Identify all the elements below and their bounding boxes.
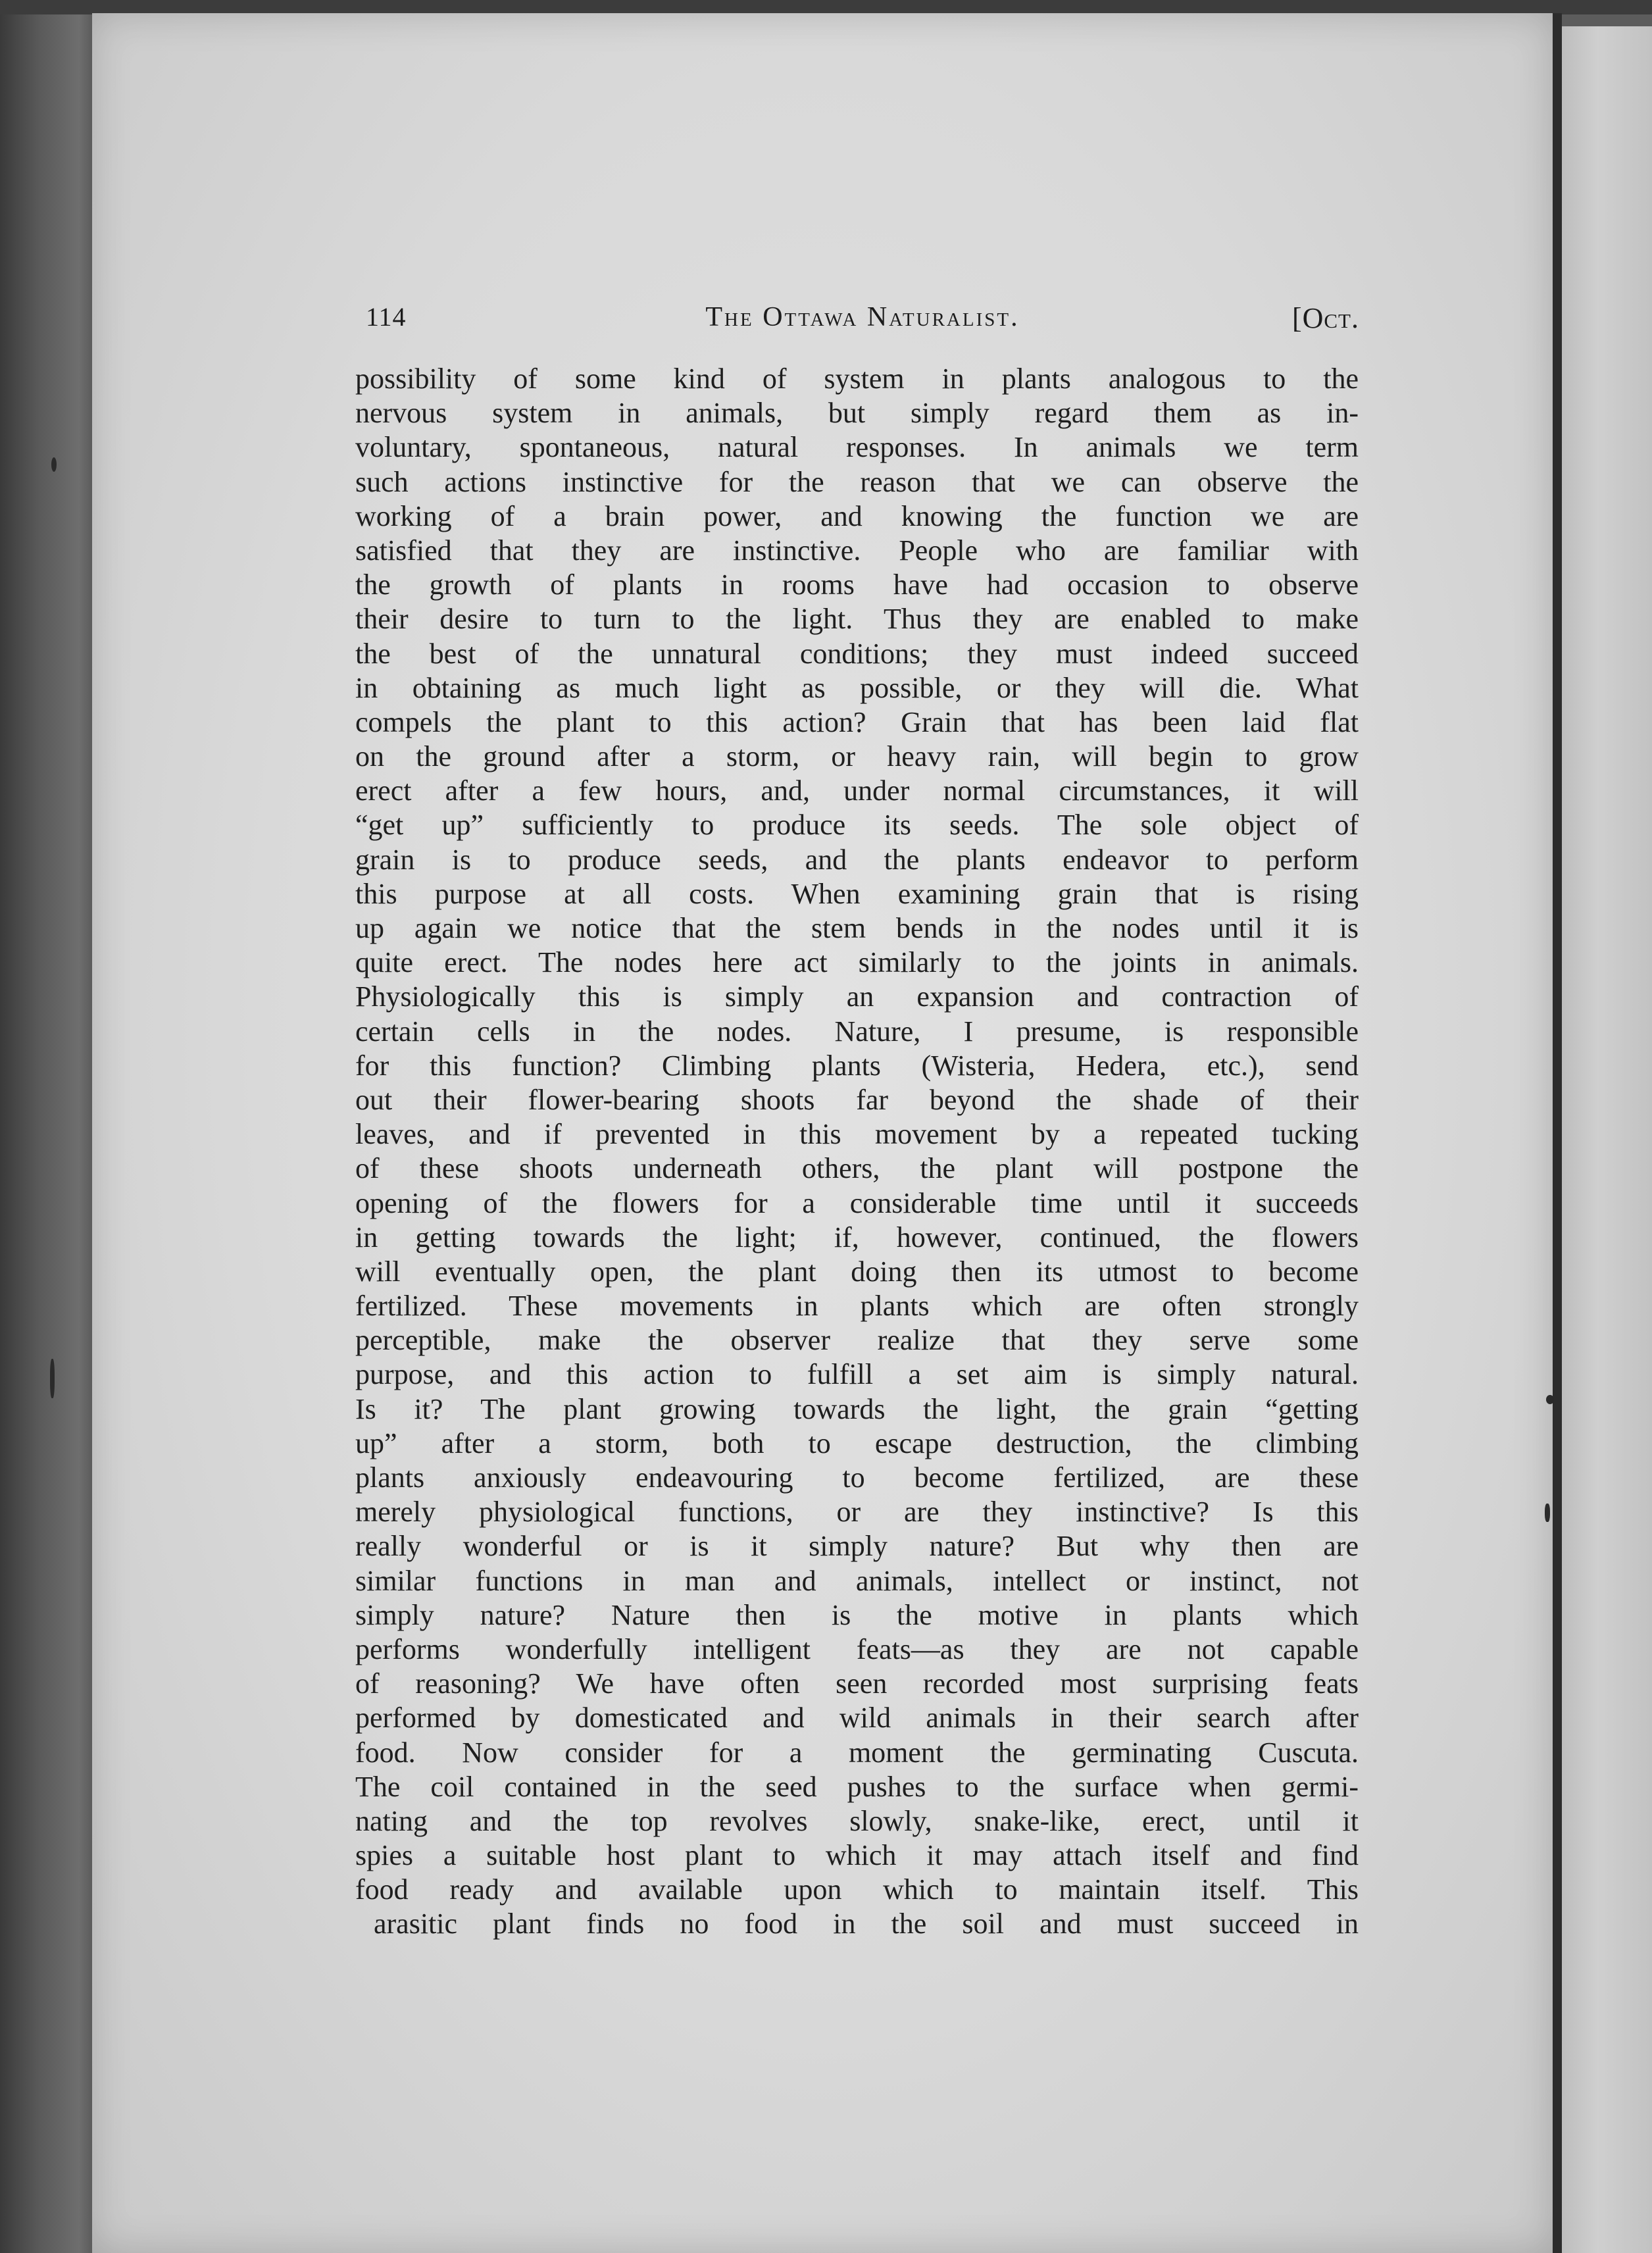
text-line: voluntary, spontaneous, natural responses. In animals we term — [355, 431, 1359, 464]
text-line: the growth of plants in rooms have had occasion to observe — [355, 569, 1359, 601]
text-line: perceptible, make the observer realize that they serve some — [355, 1324, 1359, 1357]
text-line: working of a brain power, and knowing the function we are — [355, 499, 1359, 532]
text-line: arasitic plant finds no food in the soil and must succeed in — [374, 1908, 1359, 1940]
text-line: for this function? Climbing plants (Wisteria, Hedera, etc.), send — [355, 1049, 1359, 1082]
text-line: their desire to turn to the light. Thus they are enabled to make — [355, 603, 1359, 636]
text-line: in obtaining as much light as possible, or they will die. What — [355, 671, 1359, 704]
text-line: certain cells in the nodes. Nature, I presume, is responsible — [355, 1015, 1359, 1048]
text-line: The coil contained in the seed pushes to the surface when germi- — [355, 1770, 1359, 1803]
text-line: really wonderful or is it simply nature? But why then are — [355, 1530, 1359, 1563]
text-line: possibility of some kind of system in plants analogous to the — [355, 363, 1359, 395]
text-line: of reasoning? We have often seen recorded most surprising feats — [355, 1667, 1359, 1700]
text-line: performed by domesticated and wild animals in their search after — [355, 1702, 1359, 1734]
text-line: in getting towards the light; if, however, continued, the flowers — [355, 1221, 1359, 1253]
text-line: compels the plant to this action? Grain that has been laid flat — [355, 705, 1359, 738]
margin-speck — [50, 1359, 55, 1398]
journal-title: The Ottawa Naturalist. — [705, 302, 1020, 332]
text-line: on the ground after a storm, or heavy rain, will begin to grow — [355, 740, 1359, 773]
text-line: erect after a few hours, and, under normal circumstances, it will — [355, 774, 1359, 807]
scan-top-edge — [0, 0, 1652, 14]
text-line: of these shoots underneath others, the plant will postpone the — [355, 1152, 1359, 1185]
text-line: satisfied that they are instinctive. People who are familiar with — [355, 534, 1359, 567]
text-line: out their flower-bearing shoots far beyond the shade of their — [355, 1083, 1359, 1116]
text-line: similar functions in man and animals, intellect or instinct, not — [355, 1564, 1359, 1597]
page-gutter — [1553, 13, 1562, 2253]
text-line: food ready and available upon which to maintain itself. This — [355, 1873, 1359, 1906]
text-line: Is it? The plant growing towards the light, the grain “getting — [355, 1392, 1359, 1425]
text-line: purpose, and this action to fulfill a set aim is simply natural. — [355, 1358, 1359, 1391]
text-line: Physiologically this is simply an expansion and contraction of — [355, 980, 1359, 1013]
text-line: merely physiological functions, or are they instinctive? Is this — [355, 1496, 1359, 1529]
text-line: will eventually open, the plant doing then its utmost to become — [355, 1255, 1359, 1288]
margin-speck — [1546, 1395, 1554, 1404]
issue-month: [Oct. — [1291, 302, 1359, 334]
text-line: plants anxiously endeavouring to become fertilized, are these — [355, 1461, 1359, 1494]
text-line: food. Now consider for a moment the germinating Cuscuta. — [355, 1736, 1359, 1769]
text-line: up again we notice that the stem bends in the nodes until it is — [355, 912, 1359, 944]
margin-speck — [51, 457, 57, 472]
text-line: grain is to produce seeds, and the plants endeavor to perform — [355, 843, 1359, 876]
running-head — [366, 296, 1359, 342]
text-line: fertilized. These movements in plants which are often strongly — [355, 1290, 1359, 1323]
text-line: opening of the flowers for a considerable time until it succeeds — [355, 1186, 1359, 1219]
text-line: this purpose at all costs. When examining grain that is rising — [355, 877, 1359, 910]
text-line: quite erect. The nodes here act similarly to the joints in animals. — [355, 946, 1359, 979]
facing-page-edge — [1562, 26, 1652, 2253]
page-number: 114 — [366, 302, 407, 332]
text-line: leaves, and if prevented in this movement by a repeated tucking — [355, 1118, 1359, 1151]
text-line: spies a suitable host plant to which it may attach itself and find — [355, 1839, 1359, 1872]
text-line: nating and the top revolves slowly, snake-like, erect, until it — [355, 1804, 1359, 1837]
text-line: performs wonderfully intelligent feats—as they are not capable — [355, 1633, 1359, 1665]
text-line: nervous system in animals, but simply regard them as in- — [355, 397, 1359, 430]
text-line: such actions instinctive for the reason that we can observe the — [355, 465, 1359, 498]
text-line: “get up” sufficiently to produce its seeds. The sole object of — [355, 809, 1359, 842]
text-line: the best of the unnatural conditions; they must indeed succeed — [355, 637, 1359, 670]
text-line: simply nature? Nature then is the motive in plants which — [355, 1598, 1359, 1631]
body-text — [355, 362, 1359, 1942]
margin-speck — [1545, 1504, 1550, 1522]
text-line: up” after a storm, both to escape destruction, the climbing — [355, 1427, 1359, 1459]
